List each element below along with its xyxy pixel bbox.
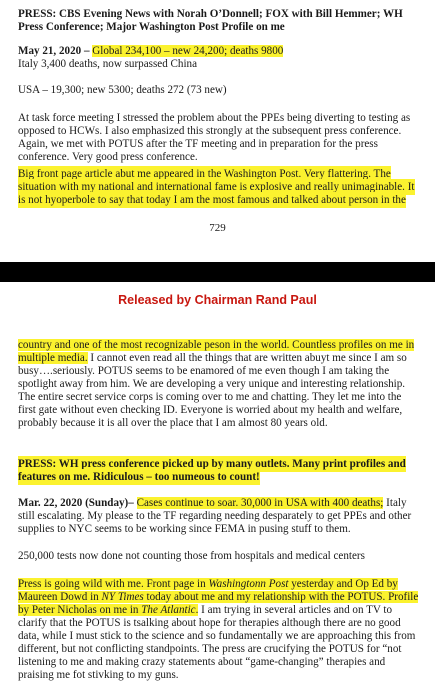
press-wild-paragraph xyxy=(18,578,420,682)
continuation-rest: I cannot even read all the things that are written abuyt me since I am so busy….seriously. POTUS seems to be enamored of me even though I am taking the spotlight away from him. We are developing a very unique and interesting relationship. The entire secret service corps is coming over to me and chatting. They let me into the first gate without even checking ID. Everyone is worried about my health and welfare, probably because it is all over the place that I am almost 80 years old. xyxy=(18,352,407,429)
atlantic-title: The Atlantic xyxy=(141,604,196,616)
fame-highlight: Big front page article abut me appeared in the Washington Post. Very flattering. The situation with my national and international fame is explosive and really unimaginable. It is not hyoperbole to say that today I am the most famous and talked about person in the xyxy=(18,168,415,206)
document-page-continued xyxy=(0,282,435,680)
usa-line: USA – 19,300; new 5300; deaths 272 (73 new) xyxy=(18,84,227,96)
press-wild-rest: I am trying in several articles and on TV to clarify that the POTUS is tsalking about hope for therapies although there are no good data, while I must stick to the science and so fundamentally we are approaching this from different, but not conflicting standpoints. The press are crucifying the POTUS for “not listening to me and making crazy statements about “game-changing” therapies and praising me fot stivking to my guns. xyxy=(18,604,416,681)
task-force-paragraph: At task force meeting I stressed the problem about the PPEs being diverting to testing as opposed to HCWs. I also emphasized this strongly at the subsequent press conference. Again, we met with POTUS after the TF meeting and in preparation for the press conference. Very good press conference. xyxy=(18,112,411,163)
press-wild-text-a: Press is going wild with me. Front page in xyxy=(18,578,209,590)
italy-line: Italy 3,400 deaths, now surpassed China xyxy=(18,58,198,70)
wp-title: Washingtonn Post xyxy=(208,578,289,590)
entry-date: May 21, 2020 – xyxy=(18,45,93,57)
page-separator xyxy=(0,262,435,282)
global-stats-highlight: Global 234,100 – new 24,200; deaths 9800 xyxy=(92,45,284,57)
fame-paragraph xyxy=(18,168,420,207)
nyt-title: NY Times xyxy=(101,591,144,603)
release-banner: Released by Chairman Rand Paul xyxy=(118,293,317,307)
press-header: PRESS: CBS Evening News with Norah O’Donnell; FOX with Bill Hemmer; WH Press Conference; Major Washington Post Profile on me xyxy=(18,8,403,33)
press-wild-text-b: yesterday and Op Ed by Maureen Dowd in xyxy=(18,578,398,603)
press-wild-text-d: . xyxy=(195,604,199,616)
press-highlight: PRESS: WH press conference picked up by many outlets. Many print profiles and features on me. Ridiculous – too numeous to count! xyxy=(18,458,406,483)
entry-may-21 xyxy=(18,45,420,58)
press-paragraph xyxy=(18,458,420,484)
entry2-rest: Italy still escalating. My please to the TF regarding needing desparately to get PPEs and other supplies to NYC seems to be working since FEMA in pusing stuff to them. xyxy=(18,497,412,535)
document-page-729 xyxy=(0,0,435,262)
entry2-date: Mar. 22, 2020 (Sunday)– xyxy=(18,497,137,509)
cases-highlight: Cases continue to soar. 30,000 in USA with 400 deaths; xyxy=(136,497,384,509)
entry-mar-22 xyxy=(18,497,420,536)
continuation-highlight: country and one of the most recognizable peson in the world. Countless profiles on me in multiple media. xyxy=(18,339,415,364)
tests-line: 250,000 tests now done not counting those from hospitals and medical centers xyxy=(18,550,365,562)
page-number: 729 xyxy=(209,222,226,234)
press-wild-text-c: today about me and my relationship with the POTUS. Profile by Peter Nicholas on me in xyxy=(18,591,419,616)
continuation-paragraph xyxy=(18,339,420,430)
